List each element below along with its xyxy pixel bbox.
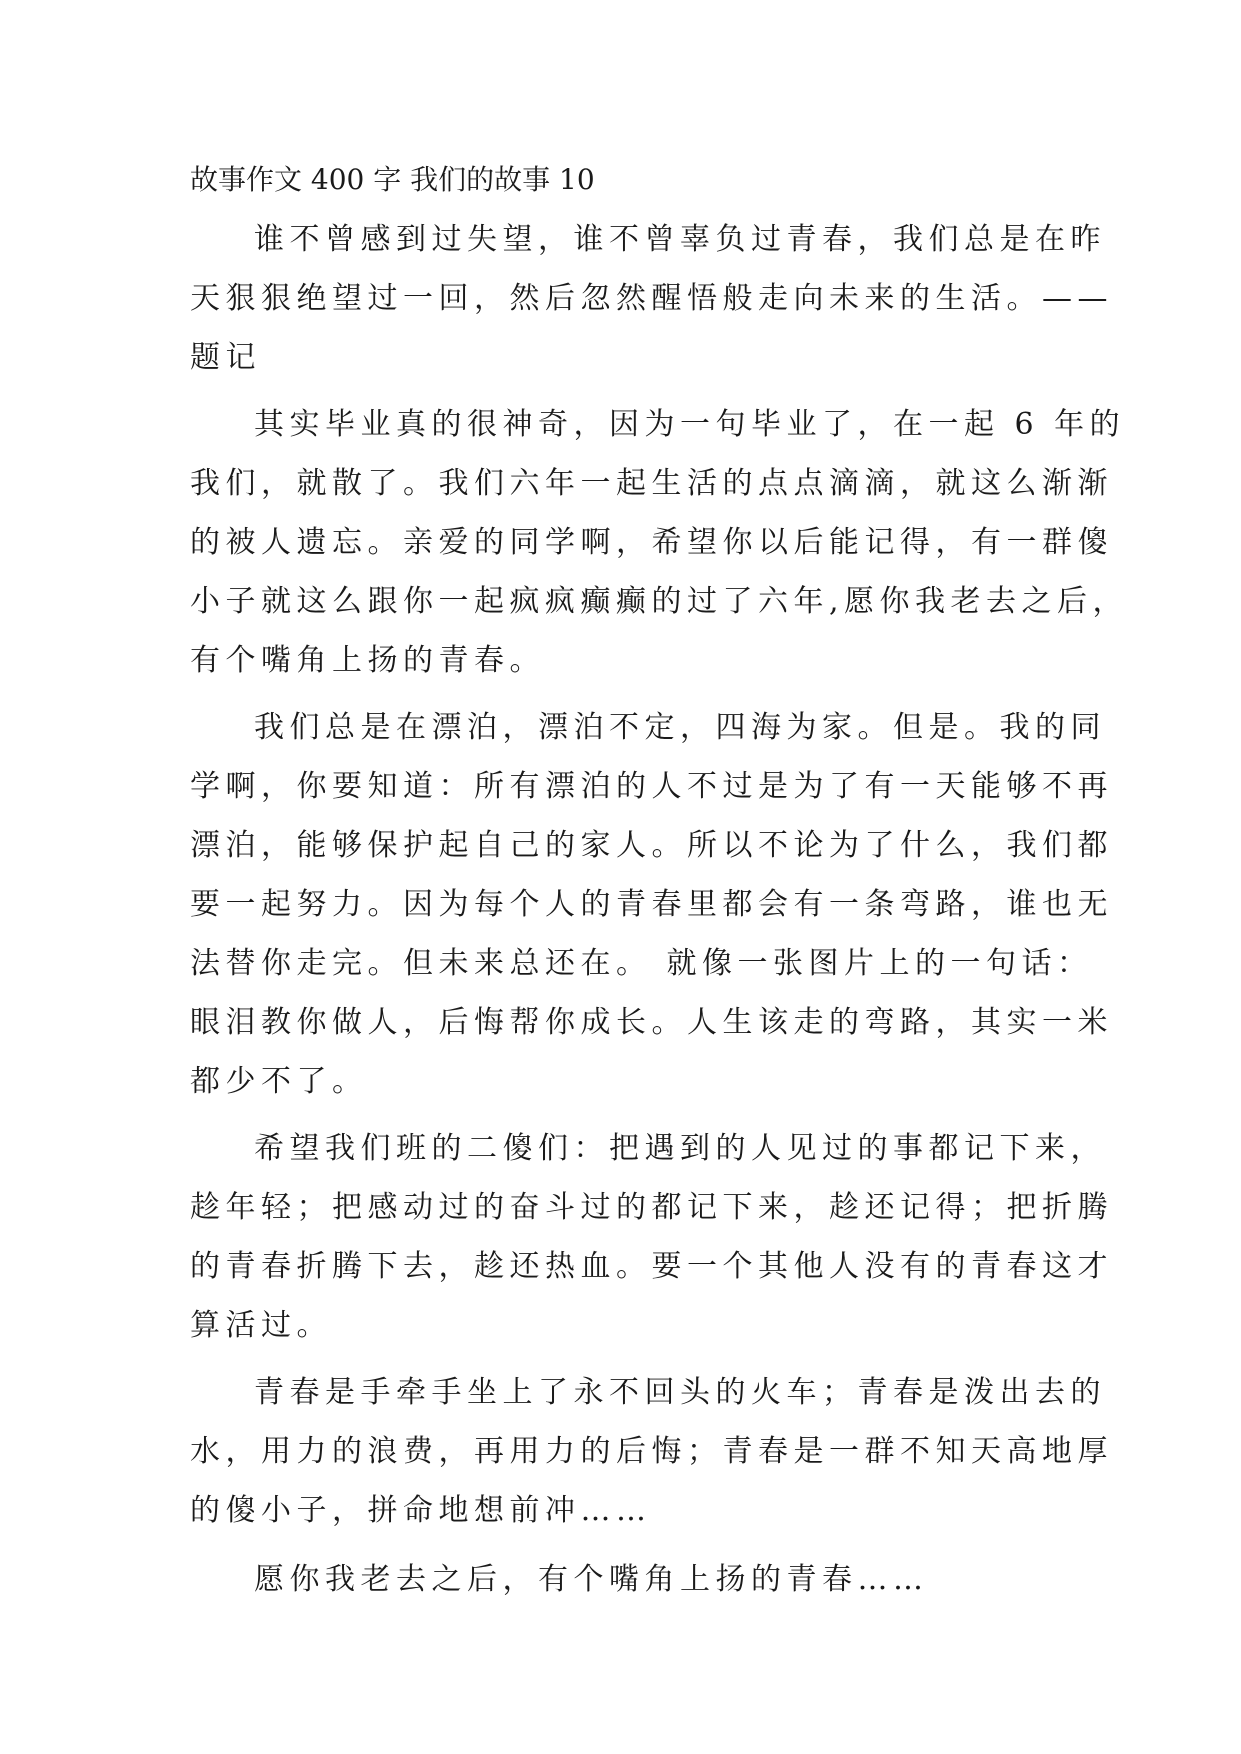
paragraph-line: 趁年轻；把感动过的奋斗过的都记下来，趁还记得；把折腾 xyxy=(190,1190,1113,1225)
paragraph-line: 天狠狠绝望过一回，然后忽然醒悟般走向未来的生活。—— xyxy=(190,281,1113,316)
paragraph-line: 我们，就散了。我们六年一起生活的点点滴滴，就这么渐渐 xyxy=(190,466,1113,501)
paragraph-line: 要一起努力。因为每个人的青春里都会有一条弯路，谁也无 xyxy=(190,887,1113,922)
paragraph-line: 小子就这么跟你一起疯疯癫癫的过了六年,愿你我老去之后， xyxy=(190,584,1129,619)
paragraph-line: 法替你走完。但未来总还在。 就像一张图片上的一句话： xyxy=(190,946,1093,981)
paragraph-line: 其实毕业真的很神奇，因为一句毕业了，在一起 6 年的 xyxy=(254,407,1126,442)
paragraph-line: 的被人遗忘。亲爱的同学啊，希望你以后能记得，有一群傻 xyxy=(190,525,1113,560)
paragraph-line: 眼泪教你做人，后悔帮你成长。人生该走的弯路，其实一米 xyxy=(190,1005,1113,1040)
paragraph-line: 青春是手牵手坐上了永不回头的火车；青春是泼出去的 xyxy=(254,1375,1106,1410)
paragraph-line: 算活过。 xyxy=(190,1308,332,1343)
paragraph-line: 题记 xyxy=(190,340,261,375)
paragraph-line: 的青春折腾下去，趁还热血。要一个其他人没有的青春这才 xyxy=(190,1249,1113,1284)
paragraph-line: 希望我们班的二傻们：把遇到的人见过的事都记下来， xyxy=(254,1131,1106,1166)
paragraph-line: 我们总是在漂泊，漂泊不定，四海为家。但是。我的同 xyxy=(254,710,1106,745)
paragraph-line: 都少不了。 xyxy=(190,1064,368,1099)
paragraph-line: 愿你我老去之后，有个嘴角上扬的青春…… xyxy=(254,1562,929,1597)
paragraph-line: 学啊，你要知道：所有漂泊的人不过是为了有一天能够不再 xyxy=(190,769,1113,804)
paragraph-line: 漂泊，能够保护起自己的家人。所以不论为了什么，我们都 xyxy=(190,828,1113,863)
paragraph-line: 有个嘴角上扬的青春。 xyxy=(190,643,545,678)
paragraph-line: 谁不曾感到过失望，谁不曾辜负过青春，我们总是在昨 xyxy=(254,222,1106,257)
paragraph-line: 水，用力的浪费，再用力的后悔；青春是一群不知天高地厚 xyxy=(190,1434,1113,1469)
document-title: 故事作文 400 字 我们的故事 10 xyxy=(190,163,595,196)
paragraph-line: 的傻小子，拼命地想前冲…… xyxy=(190,1493,652,1528)
